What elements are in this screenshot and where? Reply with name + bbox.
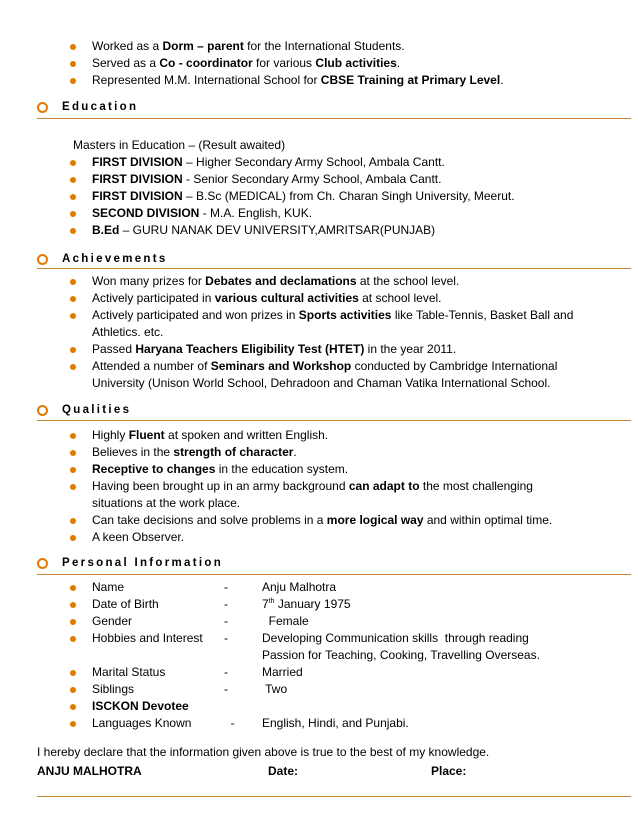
bullet-icon [70,177,76,183]
personal-info-value: Female [262,614,309,628]
bold-text: Club activities [315,56,397,70]
personal-info-item [68,664,608,681]
bullet-icon [70,44,76,50]
personal-info-separator: - [224,597,228,611]
personal-info-item [68,630,608,664]
personal-info-label: ISCKON Devotee [92,699,189,713]
achievements-title: Achievements [62,253,168,265]
quality-item: Having been brought up in an army background can adapt to the most challenging situations at the work place. [68,478,568,512]
achievements-heading [37,249,168,269]
bullet-icon [70,518,76,524]
bullet-icon [70,296,76,302]
circle-bullet-icon [37,254,48,265]
bullet-icon [70,721,76,727]
bold-text: FIRST DIVISION [92,172,183,186]
achievement-item: Passed Haryana Teachers Eligibility Test (HTET) in the year 2011. [68,341,608,358]
bold-text: FIRST DIVISION [92,189,183,203]
bold-text: Seminars and Workshop [210,359,352,373]
personal-info-value: Anju Malhotra [262,580,337,594]
personal-info-label: Marital Status [92,665,166,679]
bullet-icon [70,450,76,456]
personal-info-value: 7th January 1975 [262,597,351,611]
bold-text: Receptive to changes [92,462,216,476]
bullet-icon [70,194,76,200]
education-list [68,154,628,239]
bold-text: more logical way [326,513,424,527]
personal-info-label: Hobbies and Interest [92,631,203,645]
bullet-icon [70,687,76,693]
achievement-item: Actively participated and won prizes in Sports activities like Table-Tennis, Basket Ball and Athletics. etc. [68,307,608,341]
bullet-icon [70,211,76,217]
bold-text: SECOND DIVISION [92,206,200,220]
bullet-icon [70,704,76,710]
achievement-item: Attended a number of Seminars and Workshop conducted by Cambridge International University (Unison World School, Dehradoon and Chaman Vatika International School. [68,358,608,392]
personal-info-item [68,613,608,630]
bold-text: B.Ed [92,223,120,237]
quality-item: A keen Observer. [68,529,568,546]
quality-item: Receptive to changes in the education system. [68,461,568,478]
bold-text: strength of character [173,445,294,459]
education-title: Education [62,101,139,113]
personal-info-value: Developing Communication skills through reading Passion for Teaching, Cooking, Travelling Overseas. [262,631,540,662]
experience-item: Worked as a Dorm – parent for the International Students. [68,38,628,55]
bullet-icon [70,636,76,642]
personal-info-item [68,698,608,715]
personal-info-separator: - [224,580,228,594]
achievement-item: Won many prizes for Debates and declamations at the school level. [68,273,608,290]
bullet-icon [70,585,76,591]
bullet-icon [70,364,76,370]
bullet-icon [70,602,76,608]
personal-info-separator: - [224,631,228,645]
bold-text: Sports activities [298,308,392,322]
bold-text: Fluent [128,428,165,442]
bold-text: Co - coordinator [159,56,253,70]
personal-info-separator: - [224,665,228,679]
signature-place: Place: [431,764,467,778]
personal-info-label: Siblings [92,682,135,696]
quality-item: Can take decisions and solve problems in a more logical way and within optimal time. [68,512,568,529]
signature-name: ANJU MALHOTRA [37,764,142,778]
achievement-item: Actively participated in various cultural activities at school level. [68,290,608,307]
bold-text: Haryana Teachers Eligibility Test (HTET) [135,342,365,356]
achievements-rule [37,268,631,269]
qualities-list [68,427,568,546]
personal-heading [37,553,223,573]
quality-item: Believes in the strength of character. [68,444,568,461]
personal-info-value: English, Hindi, and Punjabi. [262,716,409,730]
circle-bullet-icon [37,102,48,113]
experience-list [68,38,628,89]
declaration-text: I hereby declare that the information given above is true to the best of my knowledge. [37,745,490,759]
bottom-rule [37,796,631,797]
personal-info-separator: - [224,614,228,628]
personal-info-value: Two [262,682,288,696]
bullet-icon [70,78,76,84]
bullet-icon [70,484,76,490]
circle-bullet-icon [37,558,48,569]
circle-bullet-icon [37,405,48,416]
personal-info-item [68,681,608,698]
personal-info-item [68,579,608,596]
bullet-icon [70,228,76,234]
education-item: FIRST DIVISION – B.Sc (MEDICAL) from Ch. Charan Singh University, Meerut. [68,188,628,205]
personal-info-label: Name [92,580,125,594]
personal-info-list [68,579,608,732]
bullet-icon [70,433,76,439]
signature-date: Date: [268,764,299,778]
bullet-icon [70,619,76,625]
bold-text: Dorm – parent [162,39,244,53]
qualities-title: Qualities [62,404,132,416]
education-note: Masters in Education – (Result awaited) [73,138,286,152]
education-rule [37,118,631,119]
education-heading [37,97,138,117]
bold-text: Debates and declamations [205,274,357,288]
qualities-heading [37,400,131,420]
quality-item: Highly Fluent at spoken and written English. [68,427,568,444]
qualities-rule [37,420,631,421]
education-item: B.Ed – GURU NANAK DEV UNIVERSITY,AMRITSAR(PUNJAB) [68,222,628,239]
personal-title: Personal Information [62,557,224,569]
personal-info-separator: - [224,716,235,730]
bullet-icon [70,61,76,67]
bold-text: various cultural activities [214,291,359,305]
bold-text: CBSE Training at Primary Level [320,73,501,87]
personal-info-separator: - [224,682,228,696]
personal-info-label: Gender [92,614,133,628]
education-item: FIRST DIVISION - Senior Secondary Army School, Ambala Cantt. [68,171,628,188]
personal-info-value: Married [262,665,303,679]
achievements-list [68,273,608,392]
bullet-icon [70,347,76,353]
bullet-icon [70,279,76,285]
bullet-icon [70,670,76,676]
bullet-icon [70,535,76,541]
bold-text: FIRST DIVISION [92,155,183,169]
experience-item: Served as a Co - coordinator for various Club activities. [68,55,628,72]
education-item: SECOND DIVISION - M.A. English, KUK. [68,205,628,222]
experience-item: Represented M.M. International School for CBSE Training at Primary Level. [68,72,628,89]
personal-info-label: Languages Known [92,716,192,730]
personal-info-item [68,715,608,732]
bold-text: can adapt to [348,479,420,493]
personal-info-item [68,596,608,613]
bullet-icon [70,467,76,473]
personal-rule [37,574,631,575]
personal-info-label: Date of Birth [92,597,159,611]
education-item: FIRST DIVISION – Higher Secondary Army School, Ambala Cantt. [68,154,628,171]
bullet-icon [70,313,76,319]
bullet-icon [70,160,76,166]
